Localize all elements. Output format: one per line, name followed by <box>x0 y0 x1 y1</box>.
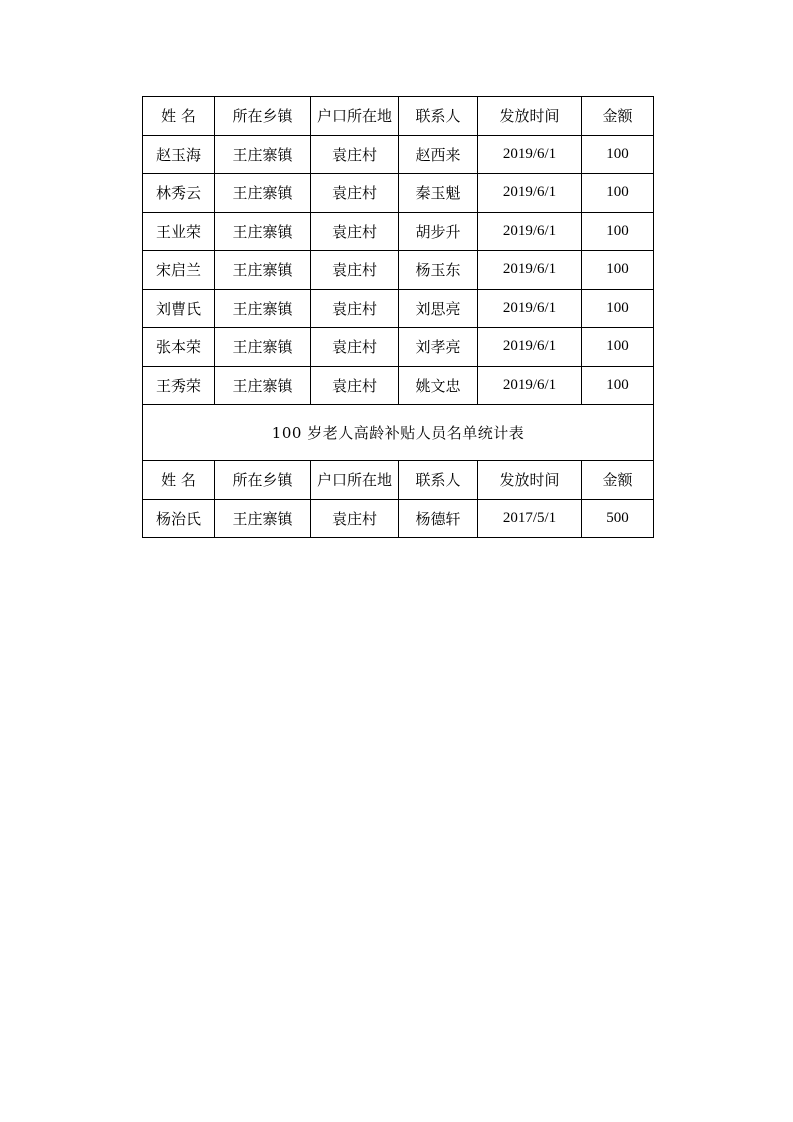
header-town: 所在乡镇 <box>215 461 311 500</box>
header-residence: 户口所在地 <box>311 461 399 500</box>
cell-name: 王秀荣 <box>143 366 215 405</box>
cell-residence: 袁庄村 <box>311 289 399 328</box>
title-row <box>143 405 654 461</box>
table-row <box>143 289 654 328</box>
cell-issue-date: 2019/6/1 <box>478 212 582 251</box>
cell-contact: 赵西来 <box>399 135 478 174</box>
cell-name: 张本荣 <box>143 328 215 367</box>
cell-issue-date: 2017/5/1 <box>478 499 582 538</box>
table-row <box>143 251 654 290</box>
header-residence: 户口所在地 <box>311 97 399 136</box>
cell-contact: 杨德轩 <box>399 499 478 538</box>
header-issue-date: 发放时间 <box>478 97 582 136</box>
cell-amount: 100 <box>582 328 654 367</box>
cell-residence: 袁庄村 <box>311 174 399 213</box>
header-name: 姓 名 <box>143 461 215 500</box>
header-amount: 金额 <box>582 97 654 136</box>
cell-town: 王庄寨镇 <box>215 366 311 405</box>
subsidy-list-sheet <box>142 96 653 538</box>
cell-amount: 100 <box>582 366 654 405</box>
table-row <box>143 366 654 405</box>
table-header-row <box>143 97 654 136</box>
cell-residence: 袁庄村 <box>311 251 399 290</box>
cell-issue-date: 2019/6/1 <box>478 251 582 290</box>
cell-amount: 100 <box>582 135 654 174</box>
cell-issue-date: 2019/6/1 <box>478 328 582 367</box>
cell-amount: 100 <box>582 212 654 251</box>
cell-contact: 刘孝亮 <box>399 328 478 367</box>
cell-contact: 刘思亮 <box>399 289 478 328</box>
cell-issue-date: 2019/6/1 <box>478 135 582 174</box>
cell-contact: 杨玉东 <box>399 251 478 290</box>
header-contact: 联系人 <box>399 97 478 136</box>
cell-contact: 胡步升 <box>399 212 478 251</box>
cell-name: 林秀云 <box>143 174 215 213</box>
subsidy-table <box>142 96 654 538</box>
table-header-row <box>143 461 654 500</box>
cell-residence: 袁庄村 <box>311 328 399 367</box>
cell-residence: 袁庄村 <box>311 212 399 251</box>
cell-contact: 姚文忠 <box>399 366 478 405</box>
cell-contact: 秦玉魁 <box>399 174 478 213</box>
cell-residence: 袁庄村 <box>311 135 399 174</box>
header-contact: 联系人 <box>399 461 478 500</box>
cell-residence: 袁庄村 <box>311 499 399 538</box>
cell-town: 王庄寨镇 <box>215 251 311 290</box>
cell-town: 王庄寨镇 <box>215 289 311 328</box>
header-issue-date: 发放时间 <box>478 461 582 500</box>
header-town: 所在乡镇 <box>215 97 311 136</box>
cell-amount: 500 <box>582 499 654 538</box>
table-row <box>143 174 654 213</box>
cell-amount: 100 <box>582 289 654 328</box>
table-row <box>143 135 654 174</box>
cell-residence: 袁庄村 <box>311 366 399 405</box>
header-amount: 金额 <box>582 461 654 500</box>
table-title: 100 岁老人高龄补贴人员名单统计表 <box>143 405 654 461</box>
cell-issue-date: 2019/6/1 <box>478 289 582 328</box>
cell-town: 王庄寨镇 <box>215 212 311 251</box>
cell-town: 王庄寨镇 <box>215 135 311 174</box>
table-row <box>143 328 654 367</box>
cell-amount: 100 <box>582 174 654 213</box>
table-row <box>143 499 654 538</box>
table-row <box>143 212 654 251</box>
header-name: 姓 名 <box>143 97 215 136</box>
cell-name: 杨治氏 <box>143 499 215 538</box>
cell-town: 王庄寨镇 <box>215 328 311 367</box>
cell-issue-date: 2019/6/1 <box>478 174 582 213</box>
cell-name: 宋启兰 <box>143 251 215 290</box>
cell-town: 王庄寨镇 <box>215 174 311 213</box>
table-body <box>143 97 654 538</box>
cell-name: 赵玉海 <box>143 135 215 174</box>
cell-name: 王业荣 <box>143 212 215 251</box>
cell-name: 刘曹氏 <box>143 289 215 328</box>
cell-amount: 100 <box>582 251 654 290</box>
cell-town: 王庄寨镇 <box>215 499 311 538</box>
cell-issue-date: 2019/6/1 <box>478 366 582 405</box>
